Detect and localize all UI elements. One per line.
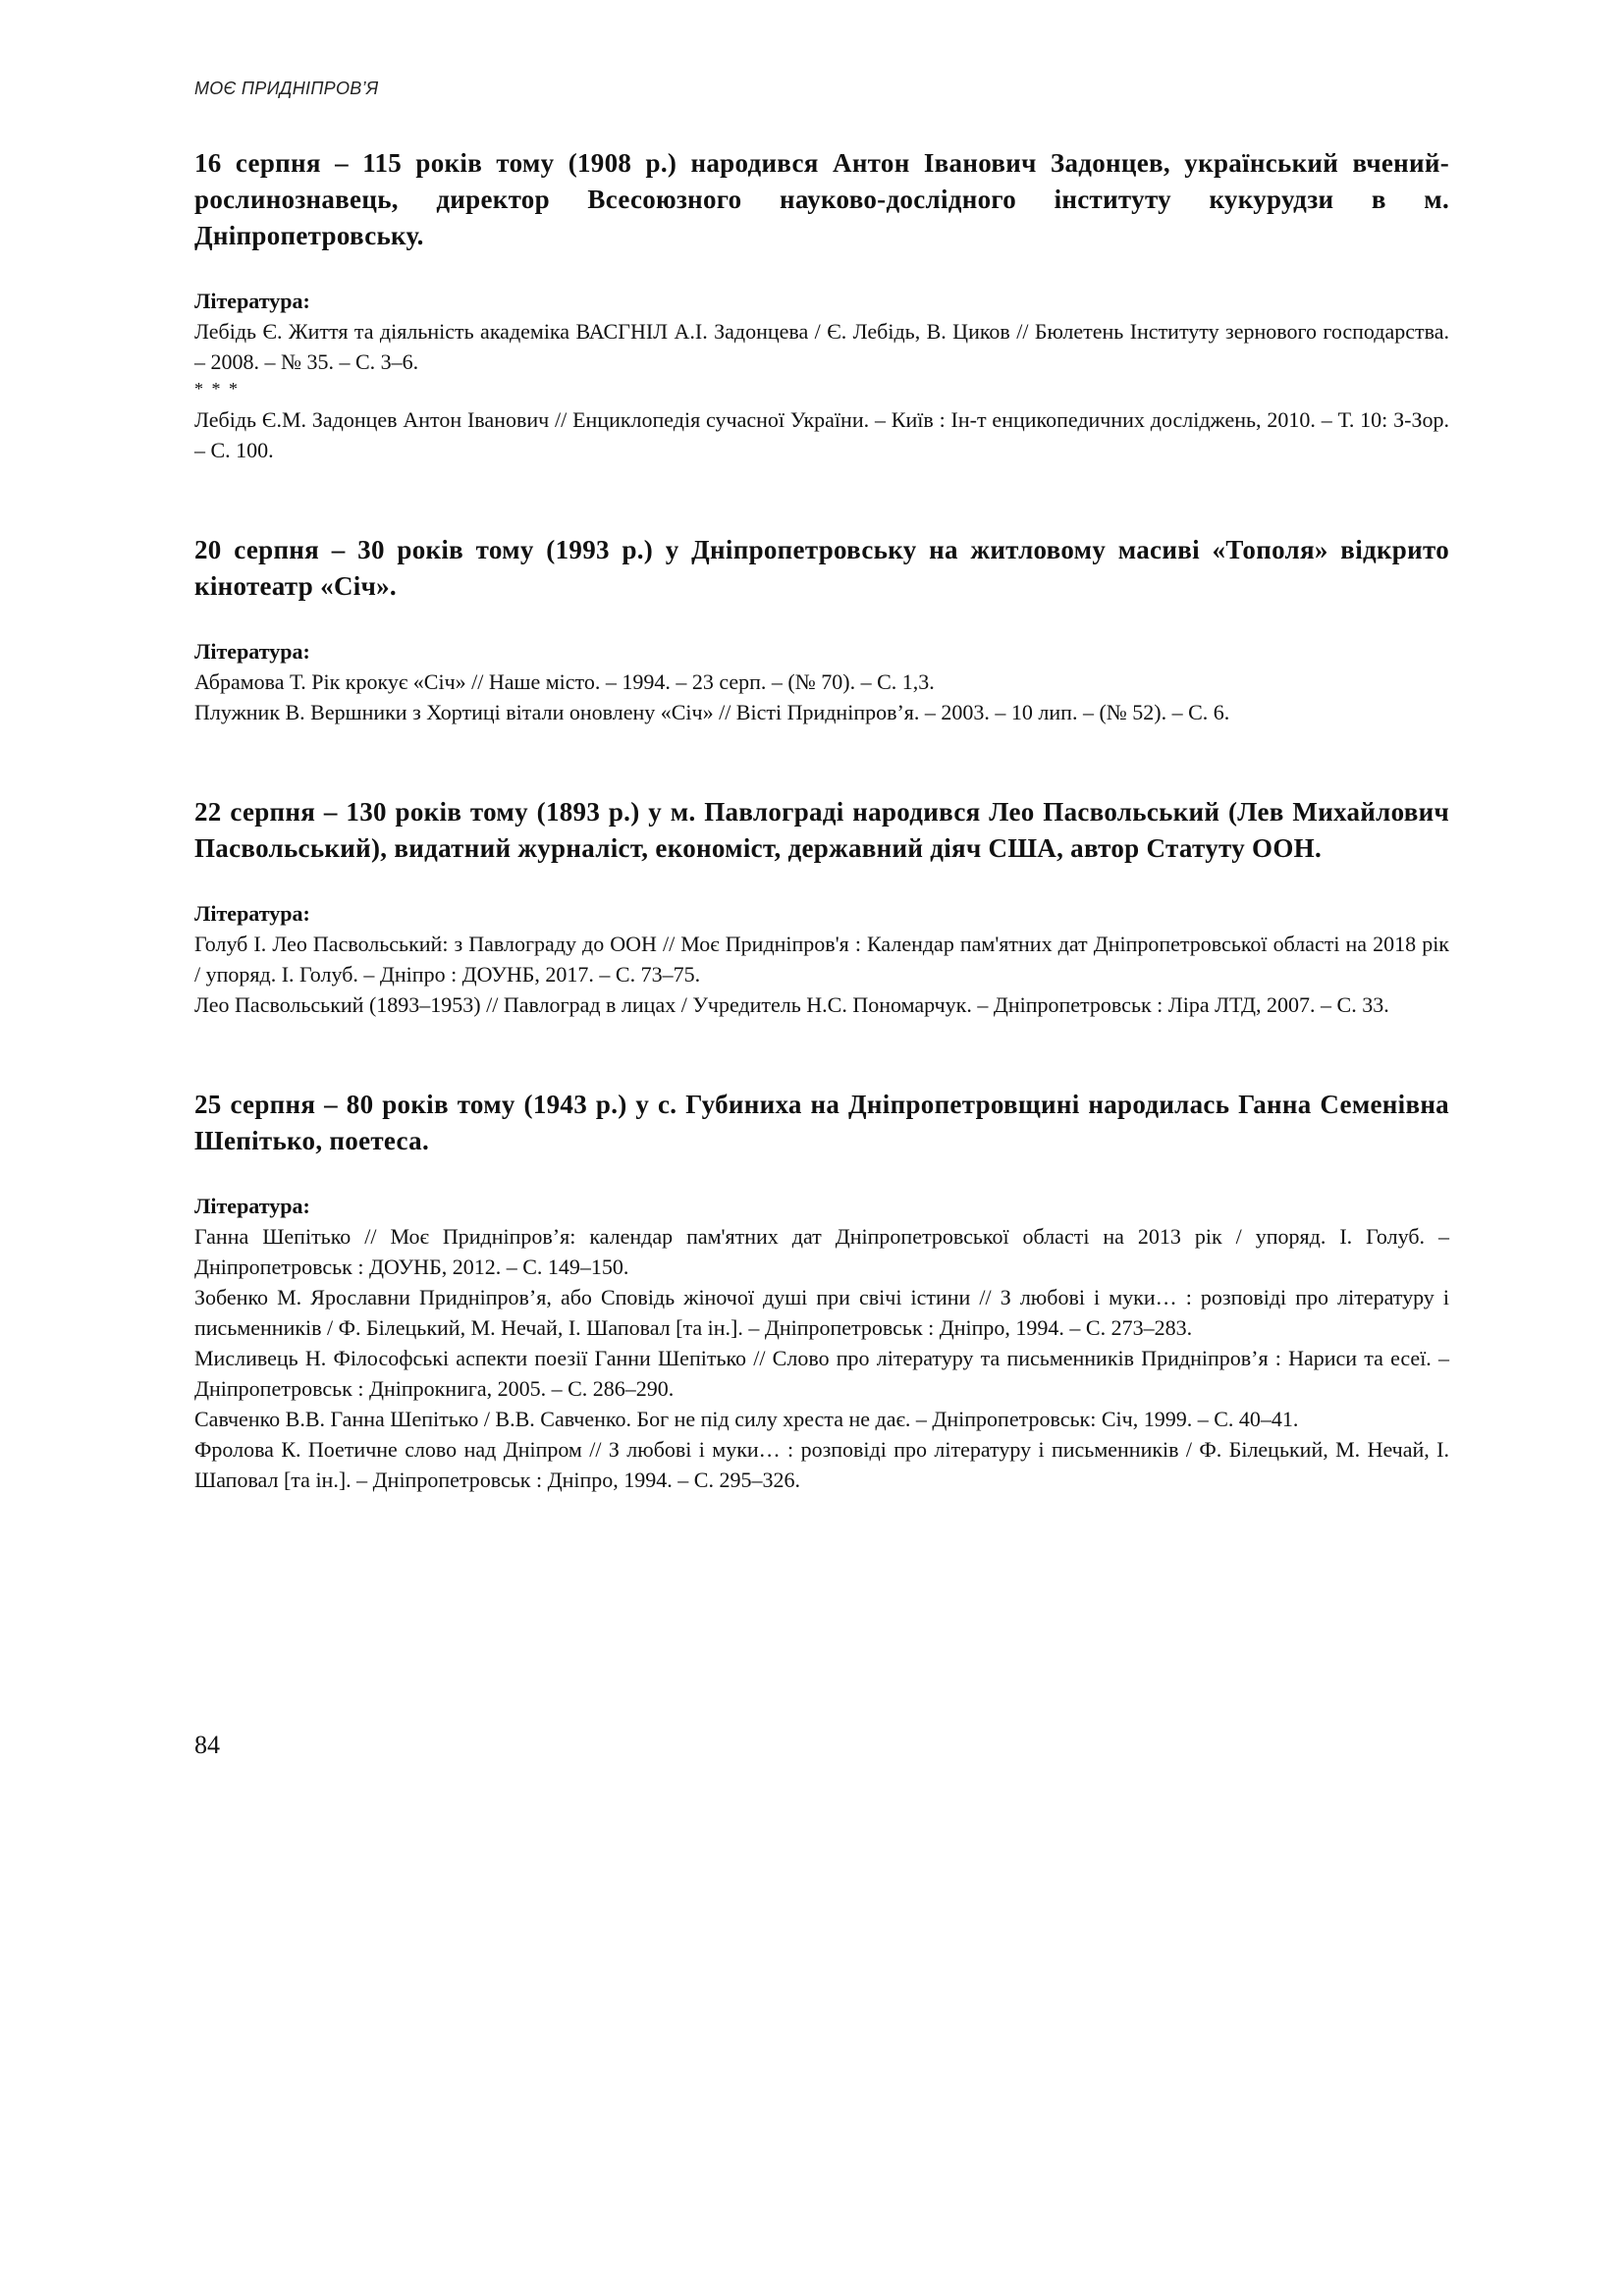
calendar-entry <box>194 1087 1449 1495</box>
calendar-entry <box>194 794 1449 1020</box>
calendar-entry <box>194 532 1449 727</box>
page-content <box>194 145 1449 1495</box>
bibliography-reference: Плужник В. Вершники з Хортиці вітали оновлену «Січ» // Вісті Придніпров’я. – 2003. – 10 лип. – (№ 52). – С. 6. <box>194 700 1230 724</box>
bibliography-reference: Лео Пасвольський (1893–1953) // Павлоград в лицах / Учредитель Н.С. Пономарчук. – Дніпропетровськ : Ліра ЛТД, 2007. – С. 33. <box>194 992 1389 1017</box>
entry-title: 16 серпня – 115 років тому (1908 р.) народився Антон Іванович Задонцев, український вчений-рослинознавець, директор Всесоюзного науково-дослідного інституту кукурудзи в м. Дніпропетровську. <box>194 148 1449 250</box>
literature-heading: Література: <box>194 289 310 313</box>
literature-heading: Література: <box>194 1194 310 1218</box>
literature-heading: Література: <box>194 639 310 664</box>
page-number: 84 <box>194 1731 220 1759</box>
reference-separator: * * * <box>194 379 240 399</box>
bibliography-reference: Ганна Шепітько // Моє Придніпров’я: календар пам'ятних дат Дніпропетровської області на 2013 рік / упоряд. І. Голуб. – Дніпропетровськ : ДОУНБ, 2012. – С. 149–150. <box>194 1224 1449 1279</box>
bibliography-reference: Лебідь Є.М. Задонцев Антон Іванович // Енциклопедія сучасної України. – Київ : Ін-т енцикопедичних досліджень, 2010. – Т. 10: З-Зор. – С. 100. <box>194 407 1449 462</box>
entry-title: 22 серпня – 130 років тому (1893 р.) у м. Павлограді народився Лео Пасвольський (Лев Михайлович Пасвольський), видатний журналіст, економіст, державний діяч США, автор Статуту ООН. <box>194 797 1449 863</box>
calendar-entry <box>194 145 1449 465</box>
bibliography-reference: Савченко В.В. Ганна Шепітько / В.В. Савченко. Бог не під силу хреста не дає. – Дніпропетровськ: Січ, 1999. – С. 40–41. <box>194 1407 1299 1431</box>
bibliography-reference: Мисливець Н. Філософські аспекти поезії Ганни Шепітько // Слово про літературу та письменників Придніпров’я : Нариси та есеї. – Дніпропетровськ : Дніпрокнига, 2005. – С. 286–290. <box>194 1346 1449 1401</box>
bibliography-reference: Фролова К. Поетичне слово над Дніпром // З любові і муки… : розповіді про літературу і письменників / Ф. Білецький, М. Нечай, І. Шаповал [та ін.]. – Дніпропетровськ : Дніпро, 1994. – С. 295–326. <box>194 1437 1449 1492</box>
running-header: МОЄ ПРИДНІПРОВ’Я <box>194 79 379 98</box>
literature-heading: Література: <box>194 901 310 926</box>
bibliography-reference: Голуб І. Лео Пасвольський: з Павлограду до ООН // Моє Придніпров'я : Календар пам'ятних дат Дніпропетровської області на 2018 рік / упоряд. І. Голуб. – Дніпро : ДОУНБ, 2017. – С. 73–75. <box>194 932 1449 987</box>
bibliography-reference: Лебідь Є. Життя та діяльність академіка ВАСГНІЛ А.І. Задонцева / Є. Лебідь, В. Циков // Бюлетень Інституту зернового господарства. – 2008. – № 35. – С. 3–6. <box>194 319 1449 374</box>
bibliography-reference: Абрамова Т. Рік крокує «Січ» // Наше місто. – 1994. – 23 серп. – (№ 70). – С. 1,3. <box>194 669 935 694</box>
entry-title: 25 серпня – 80 років тому (1943 р.) у с. Губиниха на Дніпропетровщині народилась Ганна Семенівна Шепітько, поетеса. <box>194 1090 1449 1155</box>
bibliography-reference: Зобенко М. Ярославни Придніпров’я, або Сповідь жіночої душі при свічі істини // З любові і муки… : розповіді про літературу і письменників / Ф. Білецький, М. Нечай, І. Шаповал [та ін.]. – Дніпропетровськ : Дніпро, 1994. – С. 273–283. <box>194 1285 1449 1340</box>
entry-title: 20 серпня – 30 років тому (1993 р.) у Дніпропетровську на житловому масиві «Тополя» відкрито кінотеатр «Січ». <box>194 535 1449 601</box>
